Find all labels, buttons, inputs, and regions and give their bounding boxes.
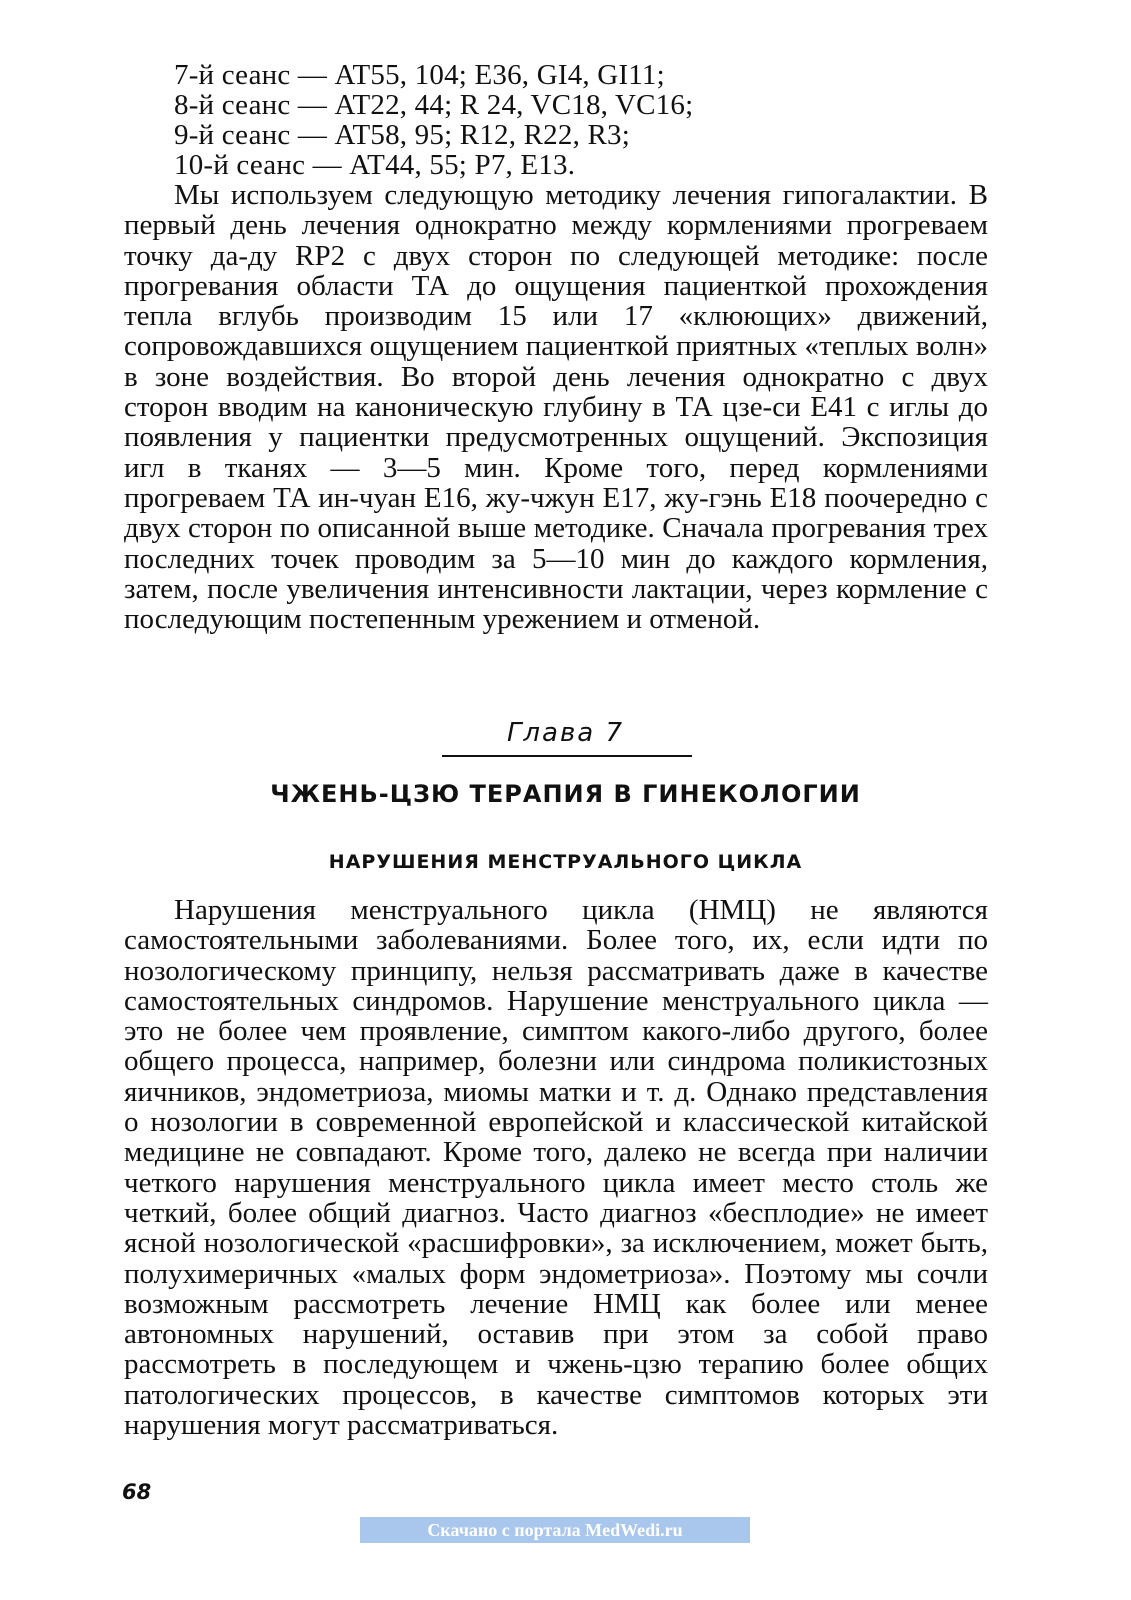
session-line: 8-й сеанс — AT22, 44; R 24, VC18, VC16;	[174, 89, 694, 121]
session-line: 9-й сеанс — AT58, 95; R12, R22, R3;	[174, 119, 630, 151]
chapter-divider	[442, 755, 692, 757]
chapter-title: ЧЖЕНЬ-ЦЗЮ ТЕРАПИЯ В ГИНЕКОЛОГИИ	[270, 780, 861, 808]
page-number: 68	[122, 1480, 152, 1504]
chapter-label: Глава 7	[506, 718, 625, 748]
watermark-banner: Скачано с портала MedWedi.ru	[360, 1517, 750, 1543]
session-list	[174, 60, 693, 180]
body-paragraph: Нарушения менструального цикла (НМЦ) не являются самостоятельными заболеваниями. Более того, их, если идти по нозологическому принципу, нельзя рассматривать даже в качестве самостоятельных синдромов. Нарушение менструального цикла — это не более чем проявление, симптом какого-либо другого, более общего процесса, например, болезни или синдрома поликистозных яичников, эндометриоза, миомы матки и т. д. Однако представления о нозологии в современной европейской и классической китайской медицине не совпадают. Кроме того, далеко не всегда при наличии четкого нарушения менструального цикла имеет место столь же четкий, более общий диагноз. Часто диагноз «бесплодие» не имеет ясной нозологической «расшифровки», за исключением, может быть, полухимеричных «малых форм эндометриоза». Поэтому мы сочли возможным рассмотреть лечение НМЦ как более или менее автономных нарушений, оставив при этом за собой право рассмотреть в последующем и чжень-цзю терапию более общих патологических процессов, в качестве симптомов которых эти нарушения могут рассматриваться.	[124, 894, 988, 1442]
section-title: НАРУШЕНИЯ МЕНСТРУАЛЬНОГО ЦИКЛА	[328, 851, 803, 873]
session-line: 10-й сеанс — AT44, 55; P7, E13.	[174, 149, 576, 181]
treatment-paragraph: Мы используем следующую методику лечения гипогалактии. В первый день лечения однократно между кормлениями прогреваем точку да-ду RP2 с двух сторон по следующей методике: после прогревания области ТА до ощущения пациенткой прохождения тепла вглубь производим 15 или 17 «клюющих» движений, сопровождавшихся ощущением пациенткой приятных «теплых волн» в зоне воздействия. Во второй день лечения однократно с двух сторон вводим на каноническую глубину в ТА цзе-си Е41 с иглы до появления у пациентки предусмотренных ощущений. Экспозиция игл в тканях — 3—5 мин. Кроме того, перед кормлениями прогреваем ТА ин-чуан Е16, жу-чжун Е17, жу-гэнь Е18 поочередно с двух сторон по описанной выше методике. Сначала прогревания трех последних точек проводим за 5—10 мин до каждого кормления, затем, после увеличения интенсивности лактации, через кормление с последующим постепенным урежением и отменой.	[124, 179, 988, 636]
session-line: 7-й сеанс — AT55, 104; E36, GI4, GI11;	[174, 59, 665, 91]
